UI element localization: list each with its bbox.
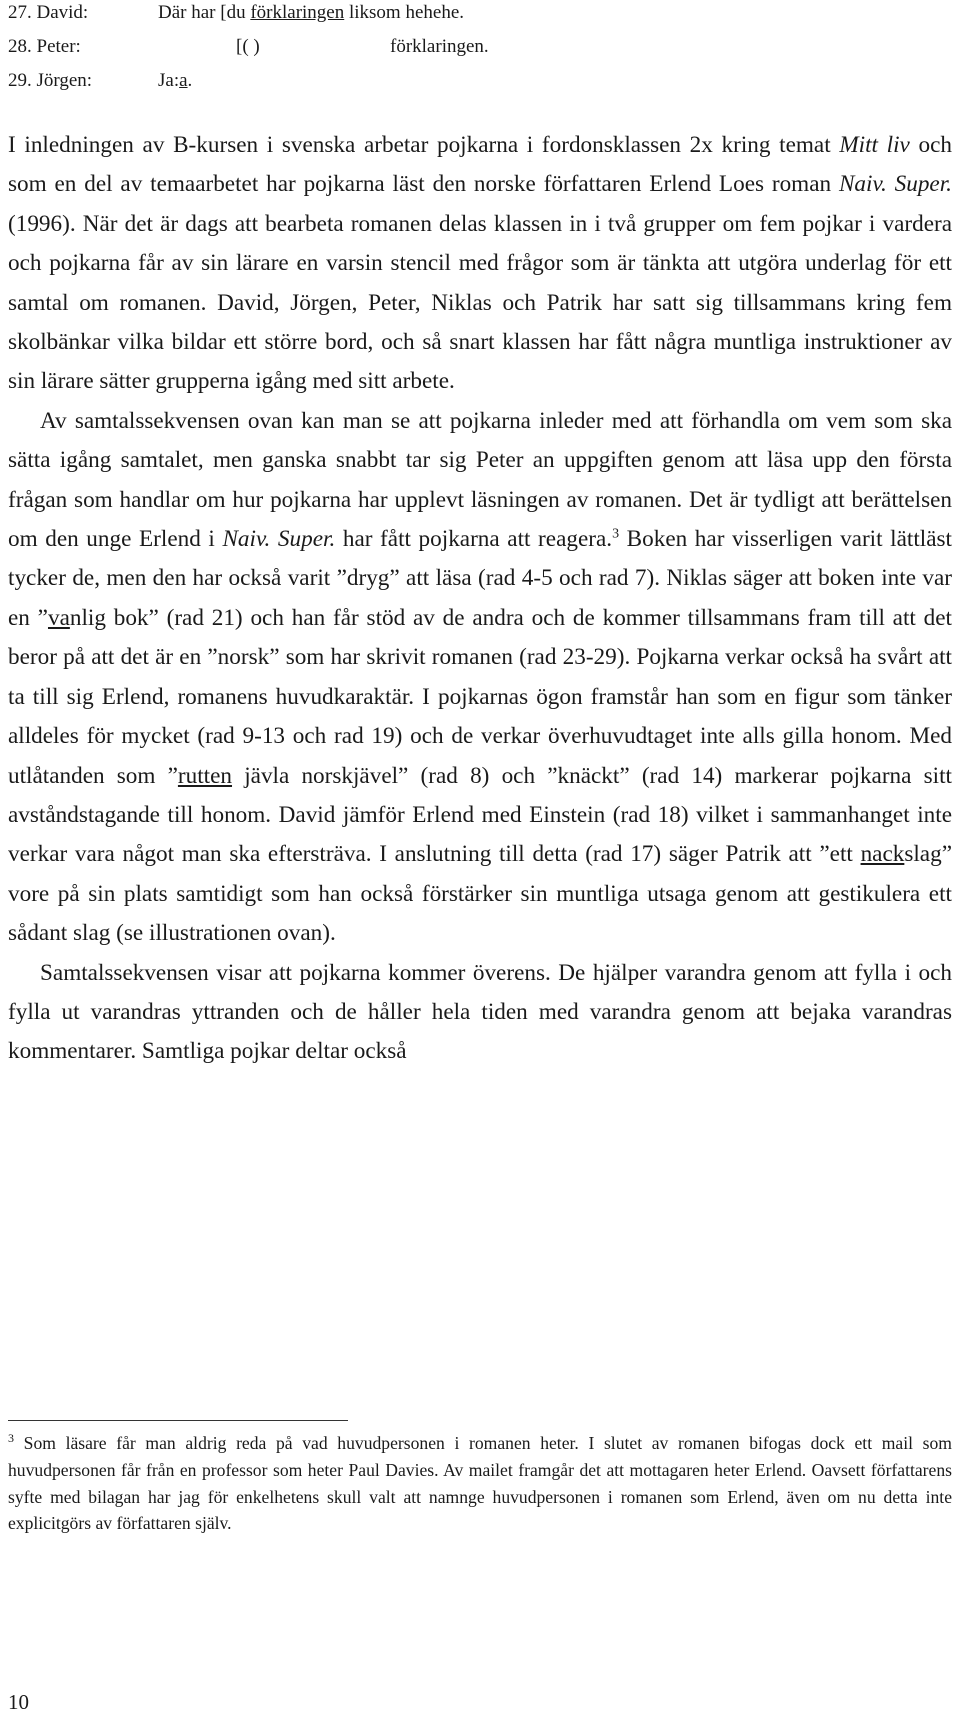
speaker-label: 28. Peter: [8,36,81,57]
footnote-divider [8,1420,348,1421]
utterance: Ja:a. [158,70,193,91]
utterance: Där har [du förklaringen liksom hehehe. [158,2,465,23]
paragraph-2: Av samtalssekvensen ovan kan man se att pojkarna inleder med att förhandla om vem som ska sätta igång samtalet, men ganska snabbt tar sig Peter an uppgiften genom att läsa upp den första frågan som handlar om hur pojkarna har upplevt läsningen av romanen. Det är tydligt att berättelsen om den unge Erlend i Naiv. Super. har fått pojkarna att reagera.$^3$ Boken har visserligen varit lättläst tycker de, men den har också varit ”dryg” att läsa (rad 4-5 och rad 7). Niklas säger att boken inte var en ”vanlig bok” (rad 21) och han får stöd av de andra och de kommer tillsammans fram till att det beror på att det är en ”norsk” som har skrivit romanen (rad 23-29). Pojkarna verkar också ha svårt att ta till sig Erlend, romanens huvudkaraktär. I pojkarnas ögon framstår han som en figur som tänker alldeles för mycket (rad 9-13 och rad 19) och de verkar överhuvudtaget inte alls gilla honom. Med utlåtanden som ”rutten jävla norskjävel” (rad 8) och ”knäckt” (rad 14) markerar pojkarna sitt avståndstagande till honom. David jämför Erlend med Einstein (rad 18) vilket i sammanhanget inte verkar vara något man ska eftersträva. I anslutning till detta (rad 17) säger Patrik att ”ett nackslag” vore på sin plats samtidigt som han också förstärker sin muntliga utsaga genom att gestikulera ett sådant slag (se illustrationen ovan). [8,407,952,947]
paragraph-1: I inledningen av B-kursen i svenska arbetar pojkarna i fordonsklassen 2x kring temat Mitt liv och som en del av temaarbetet har pojkarna läst den norske författaren Erlend Loes roman Naiv. Super. (1996). När det är dags att bearbeta romanen delas klassen in i två grupper om fem pojkar i vardera och pojkarna får av sin lärare en varsin stencil med frågor som är tänkta att utgöra underlag för ett samtal om romanen. David, Jörgen, Peter, Niklas och Patrik har satt sig tillsammans kring fem skolbänkar vilka bildar ett större bord, och så snart klassen har fått några muntliga instruktioner av sin lärare sätter grupperna igång med sitt arbete. [8,132,952,395]
body-text [8,126,952,1072]
footnote [8,1430,952,1537]
footnote-text: Som läsare får man aldrig reda på vad huvudpersonen i romanen heter. I slutet av romanen bifogas dock ett mail som huvudpersonen får från en professor som heter Paul Davies. Av mailet framgår det att mottagaren heter Erlend. Oavsett författarens syfte med bilagan har jag för enkelhetens skull valt att namnge huvudpersonen i romanen som Erlend, även om nu detta inte explicitgörs av författaren själv. [8,1433,952,1534]
page-number: 10 [8,1690,29,1714]
speaker-label: 29. Jörgen: [8,70,93,91]
overlap-bracket: [( ) [236,36,260,57]
footnote-number: 3 [8,1431,14,1446]
footnote-reference[interactable]: 3 [612,526,620,542]
speaker-label: 27. David: [8,2,89,23]
paragraph-3: Samtalssekvensen visar att pojkarna kommer överens. De hjälper varandra genom att fylla i och fylla ut varandras yttranden och de håller hela tiden med varandra genom att bejaka varandras kommentarer. Samtliga pojkar deltar också [8,959,952,1065]
utterance: förklaringen. [390,36,489,57]
